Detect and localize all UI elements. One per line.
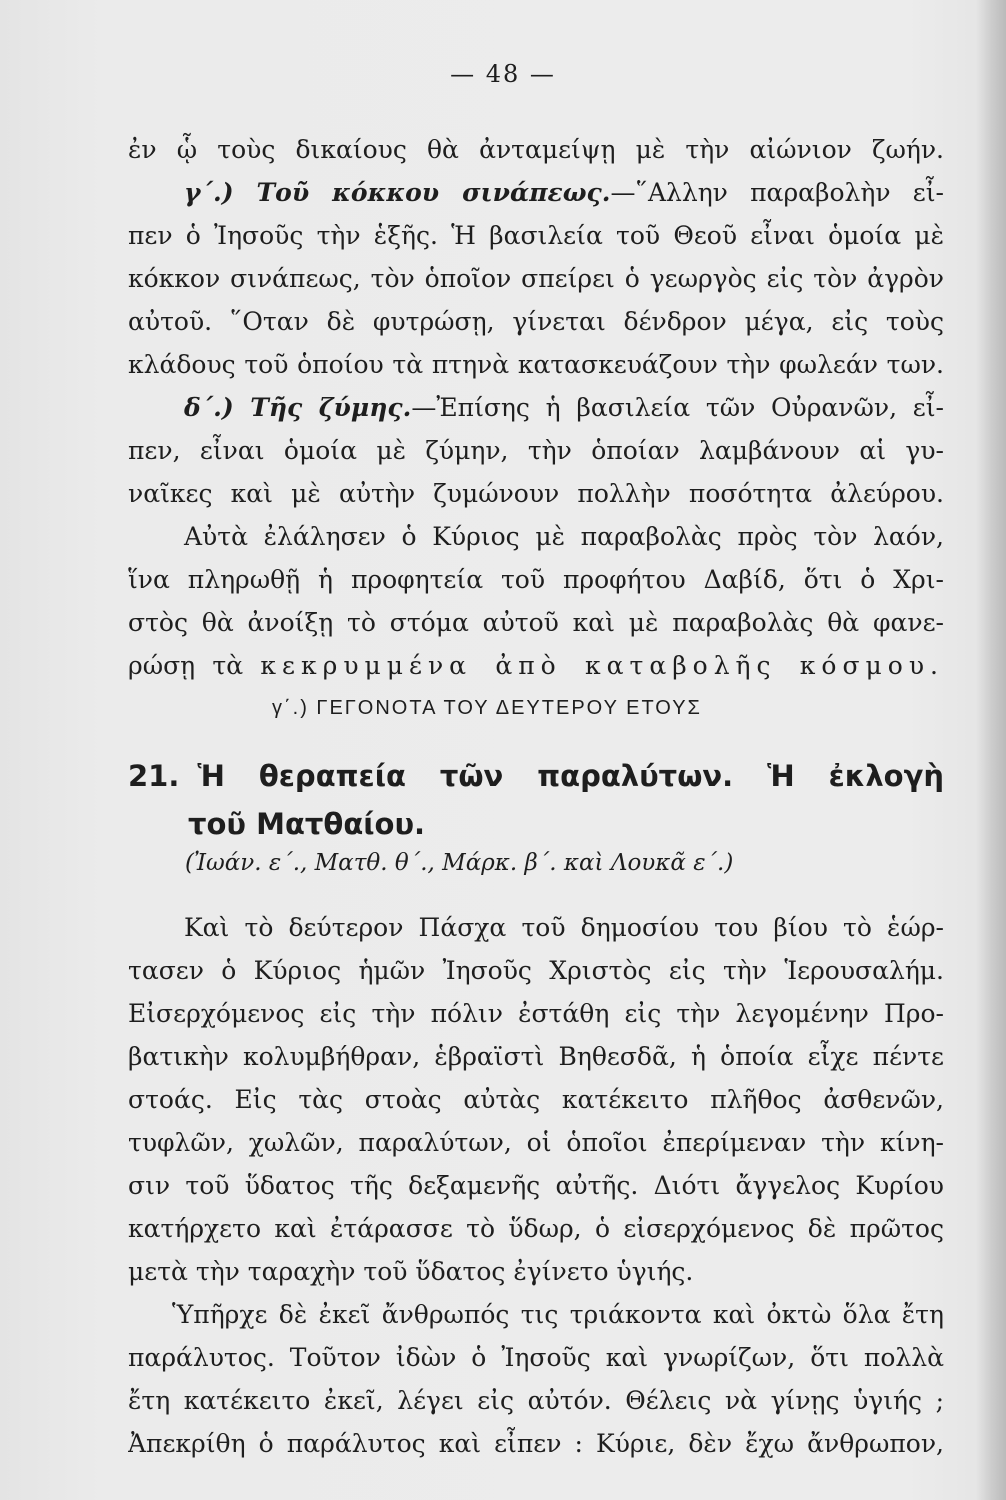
text-line: βατικὴν κολυμβήθραν, ἑβραϊστὶ Βηθεσδᾶ, ἡ ὁποία εἶχε πέντε (128, 1042, 944, 1071)
text-line: πεν ὁ Ἰησοῦς τὴν ἑξῆς. Ἡ βασιλεία τοῦ Θεοῦ εἶναι ὁμοία μὲ (128, 221, 944, 250)
chapter-number: 21. (128, 759, 180, 793)
page-number: — 48 — (450, 60, 556, 88)
text-line: παράλυτος. Τοῦτον ἰδὼν ὁ Ἰησοῦς καὶ γνωρίζων, ὅτι πολλὰ (128, 1343, 944, 1372)
text-line: —῞Αλλην παραβολὴν εἶ- (610, 178, 944, 207)
parable-label: δ΄.) Τῆς ζύμης. (184, 393, 412, 422)
chapter-title-line-2: τοῦ Ματθαίου. (188, 807, 426, 841)
text-line: —Ἐπίσης ἡ βασιλεία τῶν Οὐρανῶν, εἶ- (411, 393, 944, 422)
text-line: τασεν ὁ Κύριος ἡμῶν Ἰησοῦς Χριστὸς εἰς τὴν Ἱερουσαλήμ. (128, 956, 944, 985)
section-heading: γ΄.) ΓΕΓΟΝΟΤΑ ΤΟΥ ΔΕΥΤΕΡΟΥ ΕΤΟΥΣ (272, 697, 702, 719)
text-line: Αὐτὰ ἐλάλησεν ὁ Κύριος μὲ παραβολὰς πρὸς τὸν λαόν, (184, 522, 944, 551)
text-line: σιν τοῦ ὕδατος τῆς δεξαμενῆς αὐτῆς. Διότι ἄγγελος Κυρίου (128, 1171, 944, 1200)
text-line: πεν, εἶναι ὁμοία μὲ ζύμην, τὴν ὁποίαν λαμβάνουν αἱ γυ- (128, 436, 944, 465)
parable-leaven-line (128, 386, 944, 429)
text-line: ναῖκες καὶ μὲ αὐτὴν ζυμώνουν πολλὴν ποσότητα ἀλεύρου. (128, 479, 944, 508)
text-line: Καὶ τὸ δεύτερον Πάσχα τοῦ δημοσίου του βίου τὸ ἑώρ- (184, 913, 944, 942)
text-line: ἐν ᾧ τοὺς δικαίους θὰ ἀνταμείψῃ μὲ τὴν αἰώνιον ζωήν. (128, 135, 944, 164)
parable-mustard-seed-line (128, 171, 944, 214)
text-line: ἔτη κατέκειτο ἐκεῖ, λέγει εἰς αὐτόν. Θέλεις νὰ γίνῃς ὑγιής ; (128, 1386, 944, 1415)
parable-label: γ΄.) Τοῦ κόκκου σινάπεως. (184, 178, 611, 207)
text-line: στοάς. Εἰς τὰς στοὰς αὐτὰς κατέκειτο πλῆθος ἀσθενῶν, (128, 1085, 944, 1114)
text-line: κλάδους τοῦ ὁποίου τὰ πτηνὰ κατασκευάζουν τὴν φωλεάν των. (128, 350, 944, 379)
text-line: κατήρχετο καὶ ἐτάρασσε τὸ ὕδωρ, ὁ εἰσερχόμενος δὲ πρῶτος (128, 1214, 944, 1243)
narrative-text-block (128, 906, 944, 1465)
spaced-text-fragment: κεκρυμμένα ἀπὸ καταβολῆς κόσμου. (260, 651, 944, 680)
text-line: Ὑπῆρχε δὲ ἐκεῖ ἄνθρωπός τις τριάκοντα καὶ ὀκτὼ ὅλα ἔτη (172, 1300, 944, 1329)
text-line: κόκκον σινάπεως, τὸν ὁποῖον σπείρει ὁ γεωργὸς εἰς τὸν ἀγρὸν (128, 264, 944, 293)
text-line: ἵνα πληρωθῇ ἡ προφητεία τοῦ προφήτου Δαβίδ, ὅτι ὁ Χρι- (128, 565, 944, 594)
page-spine-shadow (976, 0, 1006, 1500)
text-line: Εἰσερχόμενος εἰς τὴν πόλιν ἐστάθη εἰς τὴν λεγομένην Προ- (128, 999, 944, 1028)
text-line: στὸς θὰ ἀνοίξῃ τὸ στόμα αὐτοῦ καὶ μὲ παραβολὰς θὰ φανε- (128, 608, 944, 637)
text-line-spaced (128, 644, 944, 687)
scripture-references: (Ἰωάν. ε΄., Ματθ. θ΄., Μάρκ. β΄. καὶ Λουκᾶ ε΄.) (185, 850, 734, 876)
text-line: τυφλῶν, χωλῶν, παραλύτων, οἱ ὁποῖοι ἐπερίμεναν τὴν κίνη- (128, 1128, 944, 1157)
text-line: αὐτοῦ. ῞Οταν δὲ φυτρώσῃ, γίνεται δένδρον μέγα, εἰς τοὺς (128, 307, 944, 336)
chapter-title (128, 752, 944, 848)
parables-text-block (128, 128, 944, 687)
text-line: μετὰ τὴν ταραχὴν τοῦ ὕδατος ἐγίνετο ὑγιής. (128, 1257, 694, 1286)
text-line: Ἀπεκρίθη ὁ παράλυτος καὶ εἶπεν : Κύριε, δὲν ἔχω ἄνθρωπον, (128, 1429, 944, 1458)
text-fragment: ρώσῃ τὰ (128, 651, 244, 680)
chapter-title-line-1: Ἡ θεραπεία τῶν παραλύτων. Ἡ ἐκλογὴ (197, 759, 944, 793)
